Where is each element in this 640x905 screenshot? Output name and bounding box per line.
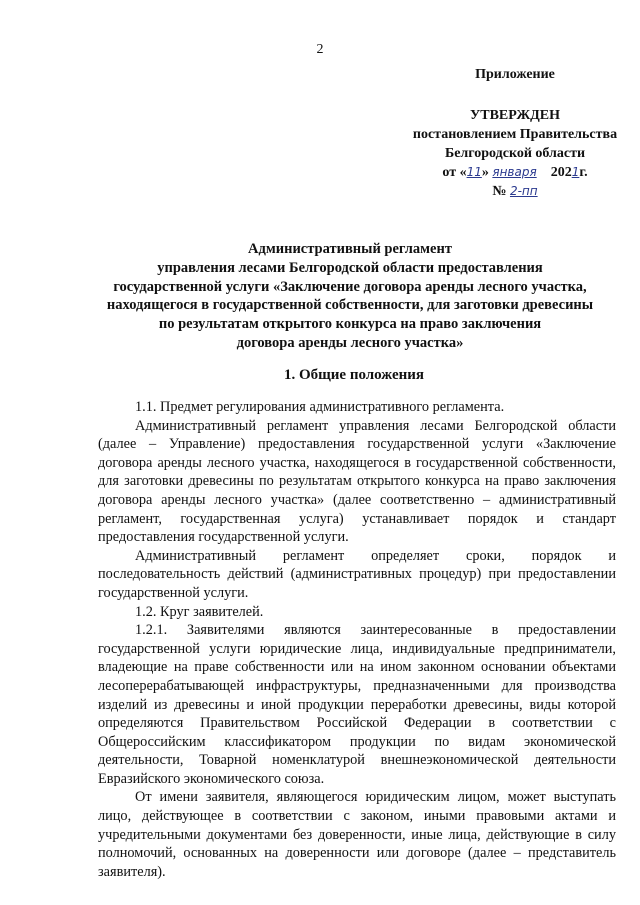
- section-body: [98, 398, 616, 881]
- approval-line-2: Белгородской области: [444, 146, 586, 161]
- paragraph: 1.1. Предмет регулирования административного регламента.: [135, 399, 505, 415]
- title-line-1: Административный регламент: [248, 241, 452, 257]
- title-line-3: государственной услуги «Заключение договора аренды лесного участка,: [113, 278, 587, 295]
- paragraph: Административный регламент управления лесами Белгородской области (далее – Управление) предоставления государственной услуги «Заключение договора аренды лесного участка, находящегося в государственной собственности, для заготовки древесины по результатам открытого конкурса на право заключения договора аренды лесного участка» (далее соответственно – административный регламент, государственная услуга) устанавливает порядок и стандарт предоставления государственной услуги.: [98, 417, 616, 546]
- date-day: 11: [466, 165, 482, 179]
- paragraph: Административный регламент определяет сроки, порядок и последовательность действий (административных процедур) при предоставлении государственной услуги.: [98, 547, 616, 601]
- paragraph: 1.2. Круг заявителей.: [135, 603, 264, 620]
- number-prefix: №: [492, 184, 507, 199]
- title-line-6: договора аренды лесного участка»: [236, 334, 464, 351]
- date-mid: »: [481, 165, 489, 180]
- date-suffix: г.: [579, 165, 588, 180]
- approval-line-1: постановлением Правительства: [412, 127, 618, 142]
- date-year-prefix: 202: [550, 165, 572, 180]
- page-number: 2: [316, 42, 324, 57]
- approval-stamp-block: [395, 65, 635, 201]
- approval-date: [395, 163, 635, 182]
- section-heading: 1. Общие положения: [283, 367, 425, 383]
- document-title: [90, 240, 610, 353]
- appendix-label: Приложение: [475, 67, 555, 82]
- date-year-suffix: 1: [571, 165, 580, 179]
- title-line-2: управления лесами Белгородской области предоставления: [157, 259, 543, 276]
- title-line-5: по результатам открытого конкурса на право заключения: [158, 316, 542, 333]
- approved-label: УТВЕРЖДЕН: [469, 108, 561, 123]
- date-prefix: от «: [442, 165, 467, 180]
- approval-number: [395, 182, 635, 201]
- paragraph: От имени заявителя, являющегося юридическим лицом, может выступать лицо, действующее в соответствии с законом, иными правовыми актами и учредительными документами без доверенности, иные лица, действующие в силу полномочий, основанных на доверенности или договоре (далее – представитель заявителя).: [98, 789, 616, 880]
- number-value: 2-пп: [509, 184, 538, 198]
- date-month: января: [492, 165, 537, 179]
- title-line-4: находящегося в государственной собственности, для заготовки древесины: [106, 297, 594, 314]
- paragraph: 1.2.1. Заявителями являются заинтересованные в предоставлении государственной услуги юридические лица, индивидуальные предприниматели, владеющие на праве собственности или на ином законном основании объектами лесоперерабатывающей инфраструктуры, предназначенными для производства изделий из древесины и иной продукции переработки древесины, виды которой определяются Правительством Российской Федерации в соответствии с Общероссийским классификатором продукции по видам экономической деятельности, Товарной номенклатурой внешнеэкономической деятельности Евразийского экономического союза.: [98, 622, 616, 787]
